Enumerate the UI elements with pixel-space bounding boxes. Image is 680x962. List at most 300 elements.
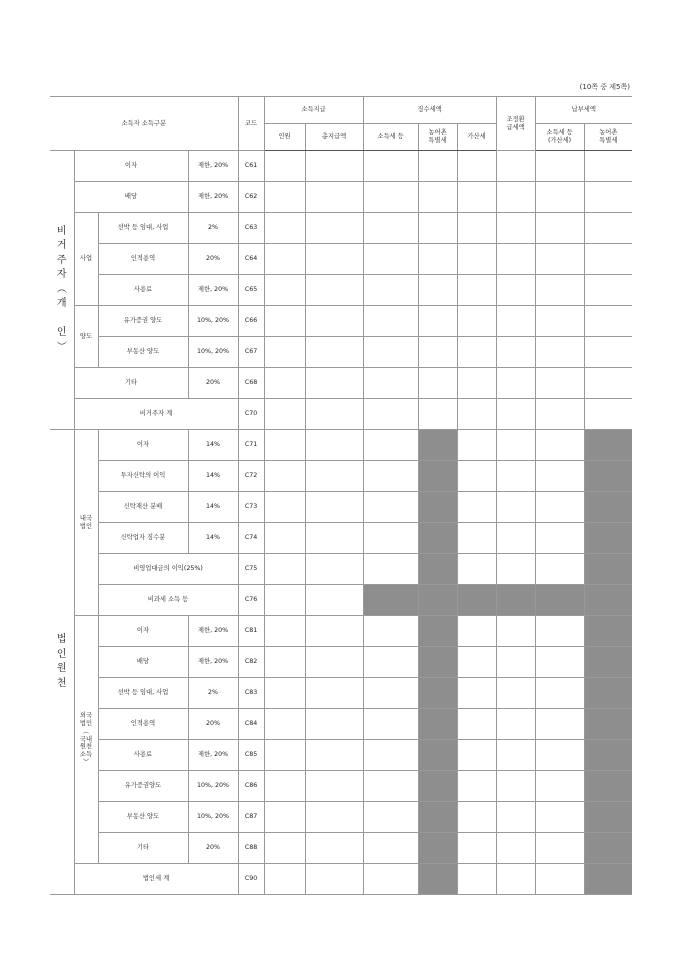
withholding-income-tax-cell[interactable] bbox=[363, 709, 418, 740]
row-label: 기타 bbox=[74, 368, 188, 399]
payment-income-tax-cell[interactable] bbox=[535, 368, 584, 399]
withholding-rural-tax-cell[interactable] bbox=[418, 368, 457, 399]
payment-income-tax-cell[interactable] bbox=[535, 833, 584, 864]
payment-rural-tax-cell[interactable] bbox=[584, 368, 632, 399]
adjustment-refund-cell[interactable] bbox=[496, 430, 535, 461]
payment-income-tax-cell[interactable] bbox=[535, 802, 584, 833]
table-row bbox=[50, 244, 632, 275]
row-code: C90 bbox=[238, 864, 264, 895]
withholding-income-tax-cell[interactable] bbox=[363, 306, 418, 337]
adjustment-refund-cell[interactable] bbox=[496, 492, 535, 523]
withholding-income-tax-cell[interactable] bbox=[363, 802, 418, 833]
payment-income-tax-cell[interactable] bbox=[535, 275, 584, 306]
payment-count-cell[interactable] bbox=[264, 399, 305, 430]
shaded-cell bbox=[584, 554, 632, 585]
header-withholding-income-tax: 소득세 등 bbox=[363, 124, 418, 151]
payment-count-cell[interactable] bbox=[264, 182, 305, 213]
row-code: C88 bbox=[238, 833, 264, 864]
shaded-cell bbox=[418, 833, 457, 864]
adjustment-refund-cell[interactable] bbox=[496, 616, 535, 647]
row-label: 사용료 bbox=[98, 275, 188, 306]
shaded-cell bbox=[584, 709, 632, 740]
payment-income-tax-cell[interactable] bbox=[535, 461, 584, 492]
payment-income-tax-cell[interactable] bbox=[535, 523, 584, 554]
row-label: 부동산 양도 bbox=[98, 337, 188, 368]
row-rate: 제한, 20% bbox=[188, 647, 238, 678]
shaded-cell bbox=[418, 740, 457, 771]
payment-total-cell[interactable] bbox=[305, 523, 363, 554]
adjustment-refund-cell[interactable] bbox=[496, 244, 535, 275]
table-row bbox=[50, 306, 632, 337]
row-rate: 20% bbox=[188, 244, 238, 275]
table-row bbox=[50, 461, 632, 492]
row-rate: 10%, 20% bbox=[188, 771, 238, 802]
row-label: 이자 bbox=[98, 616, 188, 647]
row-rate: 제한, 20% bbox=[188, 616, 238, 647]
shaded-cell bbox=[418, 864, 457, 895]
withholding-penalty-cell[interactable] bbox=[457, 275, 496, 306]
payment-count-cell[interactable] bbox=[264, 151, 305, 182]
payment-total-cell[interactable] bbox=[305, 337, 363, 368]
row-rate: 14% bbox=[188, 523, 238, 554]
row-label: 부동산 양도 bbox=[98, 802, 188, 833]
table-row bbox=[50, 151, 632, 182]
row-label: 비영업대금의 이익(25%) bbox=[98, 554, 238, 585]
withholding-penalty-cell[interactable] bbox=[457, 306, 496, 337]
shaded-cell bbox=[584, 678, 632, 709]
row-code: C65 bbox=[238, 275, 264, 306]
adjustment-refund-cell[interactable] bbox=[496, 337, 535, 368]
row-code: C72 bbox=[238, 461, 264, 492]
payment-count-cell[interactable] bbox=[264, 709, 305, 740]
payment-count-cell[interactable] bbox=[264, 213, 305, 244]
payment-total-cell[interactable] bbox=[305, 678, 363, 709]
table-row bbox=[50, 833, 632, 864]
header-income-category: 소득자 소득구분 bbox=[50, 97, 238, 151]
table-row bbox=[50, 430, 632, 461]
shaded-cell bbox=[418, 461, 457, 492]
shaded-cell bbox=[418, 802, 457, 833]
table-row bbox=[50, 585, 632, 616]
payment-count-cell[interactable] bbox=[264, 647, 305, 678]
withholding-income-tax-cell[interactable] bbox=[363, 275, 418, 306]
withholding-rural-tax-cell[interactable] bbox=[418, 337, 457, 368]
row-label: 배당 bbox=[98, 647, 188, 678]
row-code: C74 bbox=[238, 523, 264, 554]
row-code: C75 bbox=[238, 554, 264, 585]
payment-income-tax-cell[interactable] bbox=[535, 647, 584, 678]
row-label: 선박 등 임대, 사업 bbox=[98, 213, 188, 244]
row-code: C61 bbox=[238, 151, 264, 182]
adjustment-refund-cell[interactable] bbox=[496, 678, 535, 709]
shaded-cell bbox=[584, 585, 632, 616]
payment-total-cell[interactable] bbox=[305, 740, 363, 771]
payment-total-cell[interactable] bbox=[305, 275, 363, 306]
payment-rural-tax-cell[interactable] bbox=[584, 399, 632, 430]
adjustment-refund-cell[interactable] bbox=[496, 833, 535, 864]
row-rate: 14% bbox=[188, 492, 238, 523]
withholding-income-tax-cell[interactable] bbox=[363, 213, 418, 244]
row-label: 사용료 bbox=[98, 740, 188, 771]
nonresident-group-label: 비 거 주 자 ︵ 개 인 ︶ bbox=[50, 151, 74, 430]
shaded-cell bbox=[584, 802, 632, 833]
withholding-rural-tax-cell[interactable] bbox=[418, 399, 457, 430]
payment-count-cell[interactable] bbox=[264, 833, 305, 864]
nonresident-transfer-label: 양도 bbox=[74, 306, 98, 368]
shaded-cell bbox=[418, 430, 457, 461]
withholding-income-tax-cell[interactable] bbox=[363, 616, 418, 647]
withholding-income-tax-cell[interactable] bbox=[363, 399, 418, 430]
row-label: 유가증권 양도 bbox=[98, 306, 188, 337]
row-label: 신탁업자 징수분 bbox=[98, 523, 188, 554]
withholding-tax-report-table bbox=[50, 96, 632, 895]
adjustment-refund-cell[interactable] bbox=[496, 213, 535, 244]
row-code: C84 bbox=[238, 709, 264, 740]
payment-count-cell[interactable] bbox=[264, 585, 305, 616]
payment-income-tax-cell[interactable] bbox=[535, 399, 584, 430]
adjustment-refund-cell[interactable] bbox=[496, 709, 535, 740]
withholding-income-tax-cell[interactable] bbox=[363, 368, 418, 399]
row-rate: 14% bbox=[188, 461, 238, 492]
payment-total-cell[interactable] bbox=[305, 864, 363, 895]
row-label: 이자 bbox=[98, 430, 188, 461]
payment-rural-tax-cell[interactable] bbox=[584, 244, 632, 275]
withholding-income-tax-cell[interactable] bbox=[363, 740, 418, 771]
row-rate: 20% bbox=[188, 709, 238, 740]
payment-rural-tax-cell[interactable] bbox=[584, 213, 632, 244]
payment-rural-tax-cell[interactable] bbox=[584, 306, 632, 337]
header-payment: 소득지급 bbox=[264, 97, 363, 124]
payment-income-tax-cell[interactable] bbox=[535, 244, 584, 275]
payment-count-cell[interactable] bbox=[264, 275, 305, 306]
row-rate: 20% bbox=[188, 833, 238, 864]
table-row bbox=[50, 647, 632, 678]
row-code: C70 bbox=[238, 399, 264, 430]
row-label: 기타 bbox=[98, 833, 188, 864]
row-code: C64 bbox=[238, 244, 264, 275]
withholding-penalty-cell[interactable] bbox=[457, 368, 496, 399]
withholding-penalty-cell[interactable] bbox=[457, 244, 496, 275]
shaded-cell bbox=[584, 492, 632, 523]
payment-income-tax-cell[interactable] bbox=[535, 337, 584, 368]
row-rate: 14% bbox=[188, 430, 238, 461]
withholding-penalty-cell[interactable] bbox=[457, 523, 496, 554]
adjustment-refund-cell[interactable] bbox=[496, 523, 535, 554]
row-rate: 10%, 20% bbox=[188, 802, 238, 833]
payment-rural-tax-cell[interactable] bbox=[584, 182, 632, 213]
adjustment-refund-cell[interactable] bbox=[496, 771, 535, 802]
payment-income-tax-cell[interactable] bbox=[535, 709, 584, 740]
payment-income-tax-cell[interactable] bbox=[535, 430, 584, 461]
payment-income-tax-cell[interactable] bbox=[535, 616, 584, 647]
withholding-income-tax-cell[interactable] bbox=[363, 554, 418, 585]
shaded-cell bbox=[535, 585, 584, 616]
header-withholding-rural-tax: 농어촌 특별세 bbox=[418, 124, 457, 151]
withholding-penalty-cell[interactable] bbox=[457, 492, 496, 523]
payment-total-cell[interactable] bbox=[305, 647, 363, 678]
table-row bbox=[50, 709, 632, 740]
table-row bbox=[50, 771, 632, 802]
adjustment-refund-cell[interactable] bbox=[496, 368, 535, 399]
payment-total-cell[interactable] bbox=[305, 368, 363, 399]
payment-count-cell[interactable] bbox=[264, 554, 305, 585]
adjustment-refund-cell[interactable] bbox=[496, 802, 535, 833]
withholding-penalty-cell[interactable] bbox=[457, 864, 496, 895]
shaded-cell bbox=[418, 492, 457, 523]
header-payment-tax: 납부세액 bbox=[535, 97, 632, 124]
withholding-penalty-cell[interactable] bbox=[457, 182, 496, 213]
row-code: C86 bbox=[238, 771, 264, 802]
payment-income-tax-cell[interactable] bbox=[535, 306, 584, 337]
shaded-cell bbox=[418, 585, 457, 616]
adjustment-refund-cell[interactable] bbox=[496, 461, 535, 492]
row-label: 인적용역 bbox=[98, 244, 188, 275]
adjustment-refund-cell[interactable] bbox=[496, 399, 535, 430]
withholding-penalty-cell[interactable] bbox=[457, 554, 496, 585]
payment-count-cell[interactable] bbox=[264, 430, 305, 461]
header-code: 코드 bbox=[238, 97, 264, 151]
payment-count-cell[interactable] bbox=[264, 771, 305, 802]
shaded-cell bbox=[584, 647, 632, 678]
page-number-note: (10쪽 중 제5쪽) bbox=[579, 83, 630, 91]
withholding-penalty-cell[interactable] bbox=[457, 616, 496, 647]
row-rate: 제한, 20% bbox=[188, 182, 238, 213]
header-withholding-penalty: 가산세 bbox=[457, 124, 496, 151]
withholding-income-tax-cell[interactable] bbox=[363, 492, 418, 523]
table-row bbox=[50, 182, 632, 213]
shaded-cell bbox=[418, 709, 457, 740]
withholding-rural-tax-cell[interactable] bbox=[418, 306, 457, 337]
withholding-penalty-cell[interactable] bbox=[457, 740, 496, 771]
shaded-cell bbox=[584, 833, 632, 864]
payment-total-cell[interactable] bbox=[305, 399, 363, 430]
shaded-cell bbox=[584, 430, 632, 461]
payment-count-cell[interactable] bbox=[264, 523, 305, 554]
row-code: C68 bbox=[238, 368, 264, 399]
table-row bbox=[50, 554, 632, 585]
adjustment-refund-cell[interactable] bbox=[496, 275, 535, 306]
header-payment-income-tax: 소득세 등 (가산세) bbox=[535, 124, 584, 151]
table-row bbox=[50, 492, 632, 523]
shaded-cell bbox=[418, 616, 457, 647]
withholding-penalty-cell[interactable] bbox=[457, 399, 496, 430]
shaded-cell bbox=[584, 523, 632, 554]
payment-total-cell[interactable] bbox=[305, 771, 363, 802]
payment-count-cell[interactable] bbox=[264, 864, 305, 895]
row-rate: 10%, 20% bbox=[188, 306, 238, 337]
payment-count-cell[interactable] bbox=[264, 337, 305, 368]
adjustment-refund-cell[interactable] bbox=[496, 740, 535, 771]
header-payment-count: 인원 bbox=[264, 124, 305, 151]
payment-count-cell[interactable] bbox=[264, 461, 305, 492]
payment-total-cell[interactable] bbox=[305, 244, 363, 275]
table-row bbox=[50, 337, 632, 368]
withholding-income-tax-cell[interactable] bbox=[363, 430, 418, 461]
withholding-income-tax-cell[interactable] bbox=[363, 678, 418, 709]
payment-total-cell[interactable] bbox=[305, 151, 363, 182]
adjustment-refund-cell[interactable] bbox=[496, 151, 535, 182]
shaded-cell bbox=[457, 585, 496, 616]
payment-total-cell[interactable] bbox=[305, 709, 363, 740]
table-row bbox=[50, 740, 632, 771]
row-code: C63 bbox=[238, 213, 264, 244]
withholding-penalty-cell[interactable] bbox=[457, 647, 496, 678]
row-code: C62 bbox=[238, 182, 264, 213]
adjustment-refund-cell[interactable] bbox=[496, 306, 535, 337]
withholding-rural-tax-cell[interactable] bbox=[418, 244, 457, 275]
nonresident-business-label: 사업 bbox=[74, 213, 98, 306]
table-row-total bbox=[50, 864, 632, 895]
withholding-income-tax-cell[interactable] bbox=[363, 647, 418, 678]
withholding-penalty-cell[interactable] bbox=[457, 337, 496, 368]
row-code: C87 bbox=[238, 802, 264, 833]
payment-rural-tax-cell[interactable] bbox=[584, 337, 632, 368]
corporate-group-label: 법 인 원 천 bbox=[50, 430, 74, 895]
table-row bbox=[50, 616, 632, 647]
row-code: C67 bbox=[238, 337, 264, 368]
payment-count-cell[interactable] bbox=[264, 492, 305, 523]
table-row bbox=[50, 213, 632, 244]
row-label: 투자신탁의 이익 bbox=[98, 461, 188, 492]
payment-total-cell[interactable] bbox=[305, 492, 363, 523]
row-code: C82 bbox=[238, 647, 264, 678]
withholding-income-tax-cell[interactable] bbox=[363, 523, 418, 554]
row-label: 비거주자 계 bbox=[74, 399, 238, 430]
payment-count-cell[interactable] bbox=[264, 368, 305, 399]
row-rate: 2% bbox=[188, 213, 238, 244]
withholding-income-tax-cell[interactable] bbox=[363, 833, 418, 864]
withholding-rural-tax-cell[interactable] bbox=[418, 213, 457, 244]
shaded-cell bbox=[584, 771, 632, 802]
payment-count-cell[interactable] bbox=[264, 802, 305, 833]
row-label: 인적용역 bbox=[98, 709, 188, 740]
withholding-penalty-cell[interactable] bbox=[457, 151, 496, 182]
table-row bbox=[50, 368, 632, 399]
payment-income-tax-cell[interactable] bbox=[535, 740, 584, 771]
payment-income-tax-cell[interactable] bbox=[535, 213, 584, 244]
row-label: 이자 bbox=[74, 151, 188, 182]
shaded-cell bbox=[496, 585, 535, 616]
row-label: 유가증권양도 bbox=[98, 771, 188, 802]
adjustment-refund-cell[interactable] bbox=[496, 182, 535, 213]
row-code: C76 bbox=[238, 585, 264, 616]
header-payment-rural-tax: 농어촌 특별세 bbox=[584, 124, 632, 151]
withholding-income-tax-cell[interactable] bbox=[363, 182, 418, 213]
row-code: C66 bbox=[238, 306, 264, 337]
table-row-total bbox=[50, 399, 632, 430]
row-code: C83 bbox=[238, 678, 264, 709]
header-withholding: 징수세액 bbox=[363, 97, 496, 124]
row-code: C81 bbox=[238, 616, 264, 647]
payment-total-cell[interactable] bbox=[305, 213, 363, 244]
payment-total-cell[interactable] bbox=[305, 833, 363, 864]
withholding-penalty-cell[interactable] bbox=[457, 709, 496, 740]
payment-total-cell[interactable] bbox=[305, 616, 363, 647]
shaded-cell bbox=[363, 585, 418, 616]
row-rate: 20% bbox=[188, 368, 238, 399]
row-label: 배당 bbox=[74, 182, 188, 213]
adjustment-refund-cell[interactable] bbox=[496, 864, 535, 895]
payment-count-cell[interactable] bbox=[264, 678, 305, 709]
payment-income-tax-cell[interactable] bbox=[535, 678, 584, 709]
row-label: 법인세 계 bbox=[74, 864, 238, 895]
payment-count-cell[interactable] bbox=[264, 616, 305, 647]
table-row bbox=[50, 523, 632, 554]
row-code: C85 bbox=[238, 740, 264, 771]
withholding-penalty-cell[interactable] bbox=[457, 802, 496, 833]
payment-income-tax-cell[interactable] bbox=[535, 864, 584, 895]
shaded-cell bbox=[584, 740, 632, 771]
shaded-cell bbox=[418, 678, 457, 709]
shaded-cell bbox=[418, 647, 457, 678]
payment-count-cell[interactable] bbox=[264, 244, 305, 275]
withholding-income-tax-cell[interactable] bbox=[363, 461, 418, 492]
shaded-cell bbox=[584, 616, 632, 647]
payment-income-tax-cell[interactable] bbox=[535, 771, 584, 802]
adjustment-refund-cell[interactable] bbox=[496, 647, 535, 678]
row-code: C71 bbox=[238, 430, 264, 461]
withholding-penalty-cell[interactable] bbox=[457, 771, 496, 802]
shaded-cell bbox=[584, 864, 632, 895]
payment-count-cell[interactable] bbox=[264, 740, 305, 771]
foreign-corporation-label: 외국 법인 ︵ 국내 원천 소득 ︶ bbox=[74, 616, 98, 864]
payment-total-cell[interactable] bbox=[305, 306, 363, 337]
withholding-rural-tax-cell[interactable] bbox=[418, 151, 457, 182]
row-label: 신탁재산 분배 bbox=[98, 492, 188, 523]
row-label: 비과세 소득 등 bbox=[98, 585, 238, 616]
payment-rural-tax-cell[interactable] bbox=[584, 275, 632, 306]
domestic-corporation-label: 내국 법인 bbox=[74, 430, 98, 616]
row-code: C73 bbox=[238, 492, 264, 523]
withholding-rural-tax-cell[interactable] bbox=[418, 182, 457, 213]
withholding-income-tax-cell[interactable] bbox=[363, 864, 418, 895]
withholding-income-tax-cell[interactable] bbox=[363, 151, 418, 182]
shaded-cell bbox=[418, 771, 457, 802]
payment-total-cell[interactable] bbox=[305, 554, 363, 585]
payment-income-tax-cell[interactable] bbox=[535, 492, 584, 523]
withholding-penalty-cell[interactable] bbox=[457, 678, 496, 709]
row-rate: 10%, 20% bbox=[188, 337, 238, 368]
payment-income-tax-cell[interactable] bbox=[535, 151, 584, 182]
withholding-penalty-cell[interactable] bbox=[457, 213, 496, 244]
payment-total-cell[interactable] bbox=[305, 430, 363, 461]
payment-total-cell[interactable] bbox=[305, 802, 363, 833]
withholding-penalty-cell[interactable] bbox=[457, 461, 496, 492]
payment-total-cell[interactable] bbox=[305, 461, 363, 492]
withholding-penalty-cell[interactable] bbox=[457, 430, 496, 461]
shaded-cell bbox=[418, 523, 457, 554]
adjustment-refund-cell[interactable] bbox=[496, 554, 535, 585]
payment-income-tax-cell[interactable] bbox=[535, 554, 584, 585]
withholding-rural-tax-cell[interactable] bbox=[418, 275, 457, 306]
withholding-income-tax-cell[interactable] bbox=[363, 244, 418, 275]
withholding-income-tax-cell[interactable] bbox=[363, 337, 418, 368]
payment-total-cell[interactable] bbox=[305, 182, 363, 213]
row-label: 선박 등 임대, 사업 bbox=[98, 678, 188, 709]
header-adjustment-refund: 조정환 급세액 bbox=[496, 97, 535, 151]
withholding-income-tax-cell[interactable] bbox=[363, 771, 418, 802]
table-row bbox=[50, 275, 632, 306]
payment-count-cell[interactable] bbox=[264, 306, 305, 337]
payment-income-tax-cell[interactable] bbox=[535, 182, 584, 213]
row-rate: 2% bbox=[188, 678, 238, 709]
row-rate: 제한, 20% bbox=[188, 740, 238, 771]
withholding-penalty-cell[interactable] bbox=[457, 833, 496, 864]
table-row bbox=[50, 678, 632, 709]
payment-total-cell[interactable] bbox=[305, 585, 363, 616]
header-payment-total: 총지급액 bbox=[305, 124, 363, 151]
payment-rural-tax-cell[interactable] bbox=[584, 151, 632, 182]
